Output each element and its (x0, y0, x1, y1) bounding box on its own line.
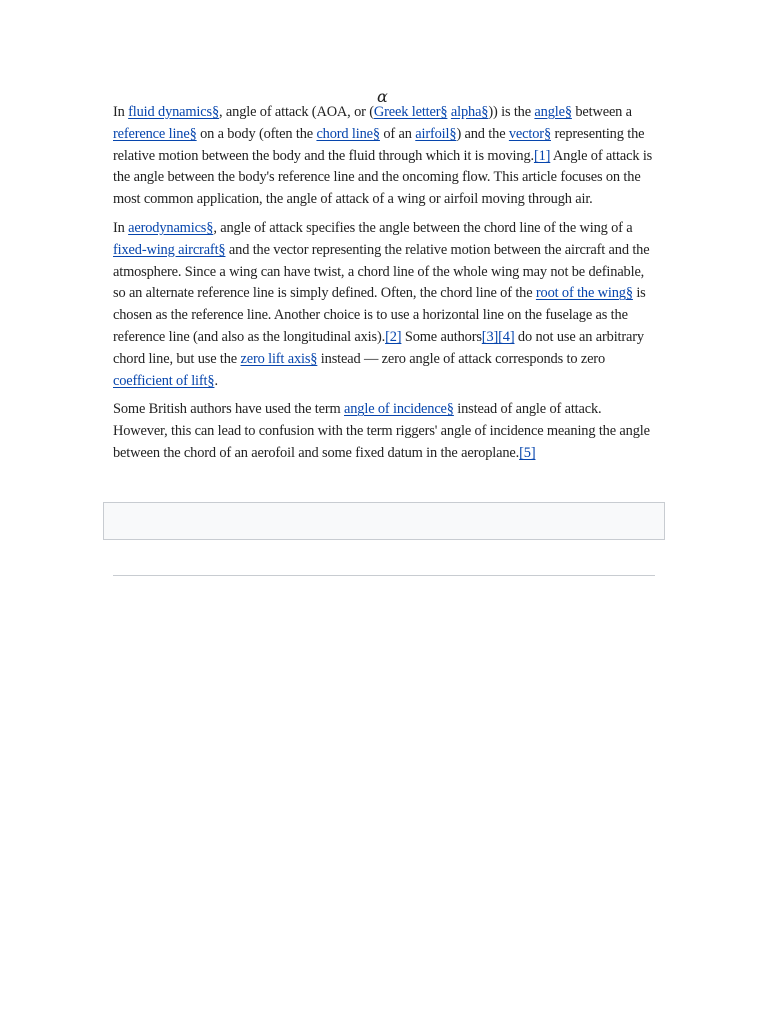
empty-infobox (103, 502, 665, 540)
paragraph-aerodynamics (113, 218, 658, 392)
paragraph-text: , angle of attack (AOA, or (219, 104, 370, 120)
link-angle[interactable]: angle§ (534, 104, 572, 120)
paragraph-intro (113, 102, 658, 211)
link-reference-line[interactable]: reference line§ (113, 125, 197, 142)
article-body (113, 102, 658, 472)
link-chord-line[interactable]: chord line§ (316, 125, 380, 142)
paragraph-text: ( (369, 104, 374, 120)
paragraph-text: Some British authors have used the term (113, 401, 345, 418)
paragraph-text: Some authors (401, 328, 482, 345)
paragraph-text: In (113, 104, 129, 120)
paragraph-text: )) is the (488, 104, 535, 120)
paragraph-text: of an (379, 125, 416, 142)
paragraph-text: , angle of attack specifies the angle between the chord line of the wing of a (213, 219, 633, 236)
paragraph-text: is chosen as the reference line. Another choice is to use a horizontal line on the fuselage as the reference line (and also as the longitudinal axis). (113, 285, 646, 345)
citation-4[interactable]: [4] (498, 328, 515, 345)
link-root-of-the-wing[interactable]: root of the wing§ (535, 285, 633, 302)
citation-1[interactable]: [1] (533, 147, 551, 164)
paragraph-text: ) and the (456, 125, 509, 142)
paragraph-text: representing the relative motion between the body and the fluid through which it is moving. (113, 125, 645, 164)
link-coefficient-of-lift[interactable]: coefficient of lift§ (113, 372, 215, 389)
paragraph-british-usage (113, 399, 658, 464)
link-zero-lift-axis[interactable]: zero lift axis§ (240, 350, 318, 367)
paragraph-text: on a body (often the (196, 125, 317, 142)
link-aerodynamics[interactable]: aerodynamics§ (128, 219, 214, 236)
paragraph-text: instead of angle of attack. However, this can lead to confusion with the term riggers' angle of incidence meaning the angle between the chord of an aerofoil and some fixed datum in the aeroplane. (113, 401, 650, 461)
paragraph-text: In (113, 219, 129, 236)
link-alpha[interactable]: alpha§ (450, 104, 489, 120)
paragraph-text: . (214, 372, 218, 389)
link-fixed-wing-aircraft[interactable]: fixed-wing aircraft§ (113, 241, 226, 258)
paragraph-text: instead — zero angle of attack corresponds to zero (317, 350, 605, 367)
citation-3[interactable]: [3] (481, 328, 499, 345)
link-fluid-dynamics[interactable]: fluid dynamics§ (128, 104, 220, 120)
section-divider (113, 575, 655, 576)
link-vector[interactable]: vector§ (508, 125, 551, 142)
link-airfoil[interactable]: airfoil§ (415, 125, 457, 142)
paragraph-text: between a (571, 104, 632, 120)
alpha-symbol: α (377, 87, 388, 106)
link-angle-of-incidence[interactable]: angle of incidence§ (344, 401, 454, 418)
citation-2[interactable]: [2] (385, 328, 402, 345)
paragraph-text: Angle of attack is the angle between the body's reference line and the oncoming flow. This article focuses on the most common application, the angle of attack of a wing or airfoil moving through air. (113, 147, 653, 208)
paragraph-text: and the vector representing the relative motion between the aircraft and the atmosphere. Since a wing can have twist, a chord line of the whole wing may not be definable, so an alternate reference line is simply defined. Often, the chord line of the (113, 241, 650, 302)
citation-5[interactable]: [5] (519, 444, 536, 461)
link-greek-letter[interactable]: Greek letter§ (373, 104, 448, 120)
paragraph-text: do not use an arbitrary chord line, but use the (113, 328, 644, 367)
